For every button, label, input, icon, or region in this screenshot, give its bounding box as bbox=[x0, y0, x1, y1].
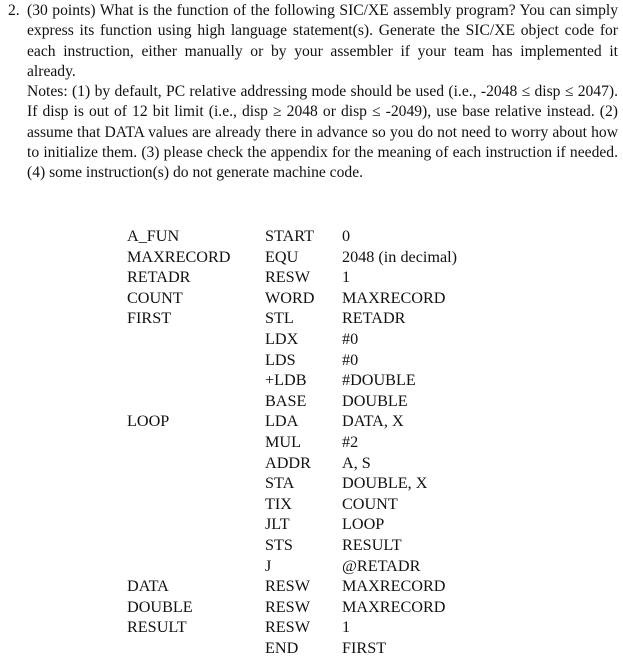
program-operand: 0 bbox=[342, 227, 351, 245]
program-opcode: STS bbox=[265, 535, 293, 554]
program-operand: COUNT bbox=[342, 494, 398, 513]
program-operand: RESULT bbox=[342, 535, 402, 554]
program-opcode: WORD bbox=[265, 288, 315, 307]
program-opcode: STA bbox=[265, 474, 295, 493]
program-opcode: BASE bbox=[265, 391, 307, 410]
program-line bbox=[127, 576, 502, 597]
program-line bbox=[127, 370, 502, 391]
question-body bbox=[27, 1, 618, 184]
question-number: 2. bbox=[8, 2, 20, 19]
program-operand: MAXRECORD bbox=[342, 597, 446, 616]
program-line bbox=[127, 494, 502, 515]
program-opcode: +LDB bbox=[265, 371, 307, 390]
program-operand: DOUBLE, X bbox=[342, 474, 428, 493]
program-operand: #2 bbox=[342, 432, 359, 451]
program-opcode: END bbox=[265, 638, 299, 657]
program-line bbox=[127, 453, 502, 474]
program-label: COUNT bbox=[127, 288, 183, 307]
program-line bbox=[127, 267, 502, 288]
program-line bbox=[127, 350, 502, 371]
program-line bbox=[127, 638, 502, 659]
program-body bbox=[127, 226, 502, 658]
program-operand: 2048 (in decimal) bbox=[342, 247, 458, 266]
program-operand: #0 bbox=[342, 329, 359, 348]
question-notes: Notes: (1) by default, PC relative addressing mode should be used (i.e., -2048 ≤ disp ≤ 2047). If disp is out of 12 bit limit (i.e., disp ≥ 2048 or disp ≤ -2049), use base relative instead. (2) assume that DATA values are already there in advance so you do not need to worry about how to initialize them. (3) please check the appendix for the meaning of each instruction if needed. (4) some instruction(s) do not generate machine code. bbox=[27, 83, 618, 182]
program-opcode: LDS bbox=[265, 350, 296, 369]
program-operand: @RETADR bbox=[342, 556, 421, 575]
program-operand: #0 bbox=[342, 350, 359, 369]
program-line bbox=[127, 247, 502, 268]
program-label bbox=[127, 432, 265, 453]
program-line bbox=[127, 514, 502, 535]
program-line bbox=[127, 226, 502, 247]
program-line bbox=[127, 329, 502, 350]
program-label bbox=[127, 329, 265, 350]
program-opcode: J bbox=[265, 556, 272, 575]
program-opcode: STL bbox=[265, 309, 294, 328]
program-label bbox=[127, 494, 265, 515]
program-opcode: JLT bbox=[265, 515, 290, 534]
program-opcode: LDA bbox=[265, 412, 299, 431]
program-label bbox=[127, 350, 265, 371]
program-operand: 1 bbox=[342, 268, 351, 287]
program-label bbox=[127, 535, 265, 556]
program-line bbox=[127, 288, 502, 309]
program-opcode: ADDR bbox=[265, 453, 311, 472]
program-label bbox=[127, 514, 265, 535]
program-operand: A, S bbox=[342, 453, 371, 472]
program-label bbox=[127, 556, 265, 577]
program-label bbox=[127, 473, 265, 494]
program-label: DOUBLE bbox=[127, 597, 193, 616]
program-opcode: RESW bbox=[265, 597, 310, 616]
program-operand: #DOUBLE bbox=[342, 371, 416, 390]
program-label: LOOP bbox=[127, 412, 170, 431]
program-operand: MAXRECORD bbox=[342, 288, 446, 307]
program-line bbox=[127, 432, 502, 453]
question-block bbox=[8, 1, 618, 184]
program-line bbox=[127, 597, 502, 618]
program-opcode: TIX bbox=[265, 494, 292, 513]
program-table bbox=[127, 226, 502, 658]
program-opcode: LDX bbox=[265, 329, 299, 348]
program-operand: RETADR bbox=[342, 309, 406, 328]
program-line bbox=[127, 535, 502, 556]
program-opcode: RESW bbox=[265, 268, 310, 287]
program-opcode: RESW bbox=[265, 577, 310, 596]
program-line bbox=[127, 411, 502, 432]
program-operand: DOUBLE bbox=[342, 391, 408, 410]
question-text: (30 points) What is the function of the following SIC/XE assembly program? You can simply express its function using high language statement(s). Generate the SIC/XE object code for each instruction, either manually or by your assembler if your team has implemented it already. bbox=[27, 2, 618, 80]
program-label bbox=[127, 391, 265, 412]
program-label bbox=[127, 370, 265, 391]
assembly-program bbox=[127, 226, 502, 658]
program-opcode: MUL bbox=[265, 432, 301, 451]
program-line bbox=[127, 617, 502, 638]
program-label: FIRST bbox=[127, 309, 172, 328]
program-label: RESULT bbox=[127, 618, 187, 637]
program-operand: LOOP bbox=[342, 515, 385, 534]
program-line bbox=[127, 308, 502, 329]
program-line bbox=[127, 473, 502, 494]
program-opcode: RESW bbox=[265, 618, 310, 637]
program-operand: FIRST bbox=[342, 638, 387, 657]
program-label bbox=[127, 453, 265, 474]
program-opcode: EQU bbox=[265, 247, 299, 266]
program-label: MAXRECORD bbox=[127, 247, 231, 266]
program-operand: DATA, X bbox=[342, 412, 404, 431]
program-label: A_FUN bbox=[127, 227, 180, 245]
program-line bbox=[127, 391, 502, 412]
program-label: RETADR bbox=[127, 268, 191, 287]
program-label: DATA bbox=[127, 577, 169, 596]
program-line bbox=[127, 556, 502, 577]
program-opcode: START bbox=[265, 227, 314, 245]
program-operand: MAXRECORD bbox=[342, 577, 446, 596]
program-operand: 1 bbox=[342, 618, 351, 637]
program-label bbox=[127, 638, 265, 659]
